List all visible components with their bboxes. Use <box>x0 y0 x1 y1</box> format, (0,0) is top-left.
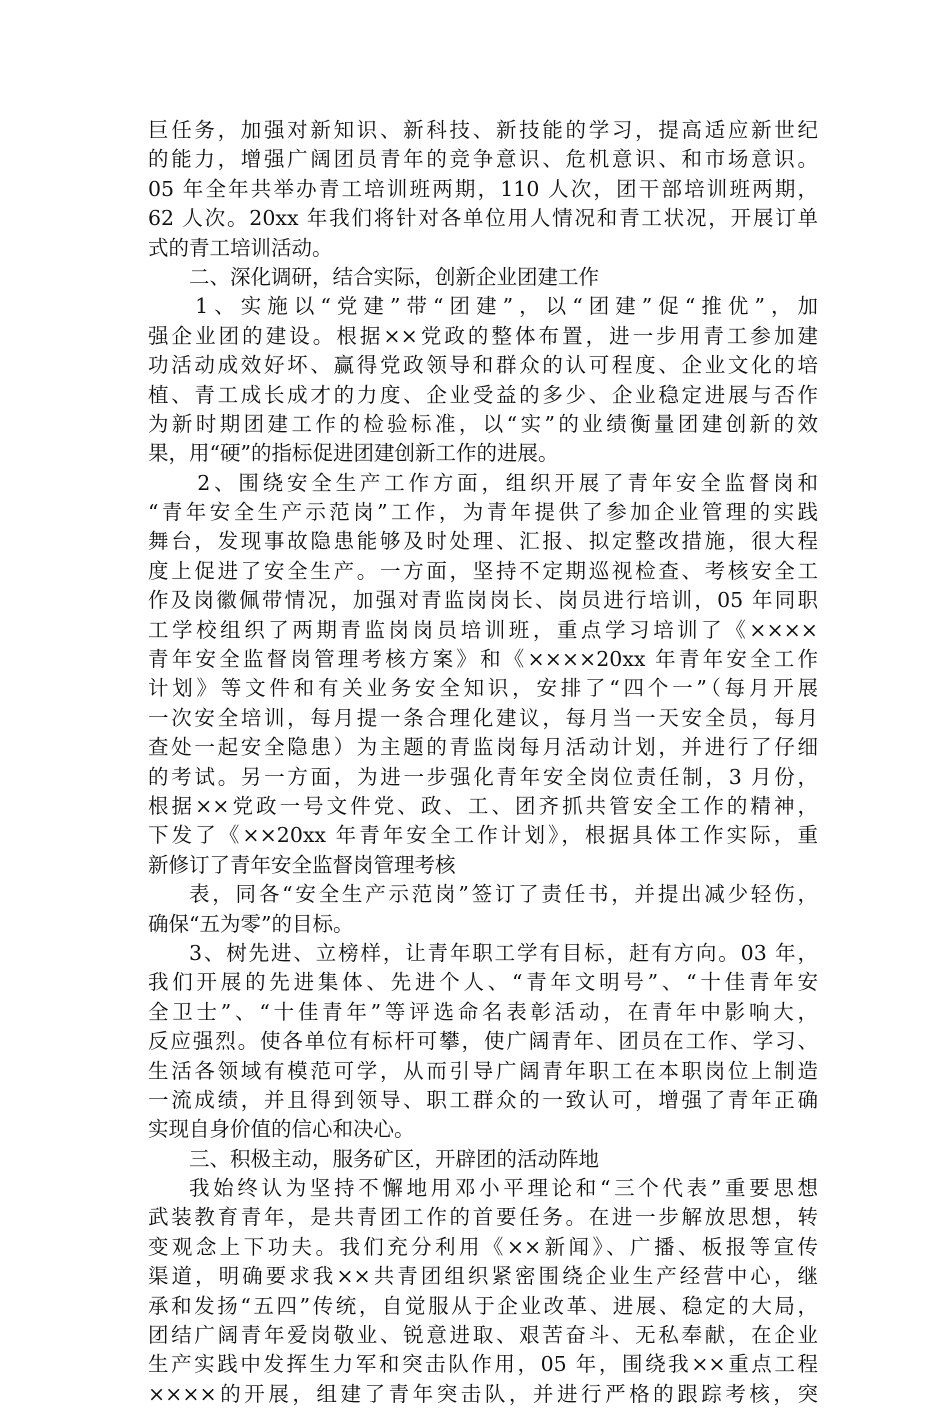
text-line: 计划》等文件和有关业务安全知识，安排了“四个一”（每月开展 <box>148 676 818 701</box>
text-line: 一流成绩，并且得到领导、职工群众的一致认可，增强了青年正确 <box>148 1087 818 1112</box>
text-line: 度上促进了安全生产。一方面，坚持不定期巡视检查、考核安全工 <box>148 558 818 583</box>
text-line: 为新时期团建工作的检验标准，以“实”的业绩衡量团建创新的效 <box>148 411 818 436</box>
text-line: “青年安全生产示范岗”工作，为青年提供了参加企业管理的实践 <box>148 500 818 525</box>
text-line: 武装教育青年，是共青团工作的首要任务。在进一步解放思想，转 <box>148 1205 818 1230</box>
text-line: 的能力，增强广阔团员青年的竞争意识、危机意识、和市场意识。 <box>148 147 818 172</box>
text-line: 查处一起安全隐患）为主题的青监岗每月活动计划，并进行了仔细 <box>148 735 818 760</box>
text-line: 实现自身价值的信心和决心。 <box>148 1117 415 1142</box>
text-line: 的考试。另一方面，为进一步强化青年安全岗位责任制，3 月份， <box>148 764 818 789</box>
text-line: 我始终认为坚持不懈地用邓小平理论和“三个代表”重要思想 <box>189 1176 818 1201</box>
text-line: 我们开展的先进集体、先进个人、“青年文明号”、“十佳青年安 <box>148 970 818 995</box>
text-line: 生活各领域有模范可学，从而引导广阔青年职工在本职岗位上制造 <box>148 1058 818 1083</box>
text-line: 渠道，明确要求我××共青团组织紧密围绕企业生产经营中心，继 <box>148 1264 818 1289</box>
text-line: 下发了《××20xx 年青年安全工作计划》，根据具体工作实际，重 <box>148 823 818 848</box>
body-text <box>148 116 818 1409</box>
text-line: 植、青工成长成才的力度、企业受益的多少、企业稳定进展与否作 <box>148 382 818 407</box>
text-line: 功活动成效好坏、赢得党政领导和群众的认可程度、企业文化的培 <box>148 353 818 378</box>
text-line: 表，同各“安全生产示范岗”签订了责任书，并提出减少轻伤， <box>189 882 818 907</box>
text-line: 1、实施以“党建”带“团建”，以“团建”促“推优”，加 <box>195 294 818 319</box>
text-line: 生产实践中发挥生力军和突击队作用，05 年，围绕我××重点工程 <box>148 1352 818 1377</box>
text-line: 式的青工培训活动。 <box>148 235 333 260</box>
text-line: 承和发扬“五四”传统，自觉服从于企业改革、进展、稳定的大局， <box>148 1293 818 1318</box>
text-line: 根据××党政一号文件党、政、工、团齐抓共管安全工作的精神， <box>148 793 818 818</box>
text-line: 62 人次。20xx 年我们将针对各单位用人情况和青工状况，开展订单 <box>148 206 818 231</box>
text-line: 强企业团的建设。根据××党政的整体布置，进一步用青工参加建 <box>148 323 818 348</box>
text-line: 二、深化调研，结合实际，创新企业团建工作 <box>189 264 599 289</box>
text-line: 舞台，发现事故隐患能够及时处理、汇报、拟定整改措施，很大程 <box>148 529 818 554</box>
text-line: 反应强烈。使各单位有标杆可攀，使广阔青年、团员在工作、学习、 <box>148 1029 818 1054</box>
text-line: 3、树先进、立榜样，让青年职工学有目标，赶有方向。03 年， <box>189 940 818 965</box>
text-line: 三、积极主动，服务矿区，开辟团的活动阵地 <box>189 1146 599 1171</box>
text-line: 果，用“硬”的指标促进团建创新工作的进展。 <box>148 441 559 466</box>
text-line: 青年安全监督岗管理考核方案》和《××××20xx 年青年安全工作 <box>148 647 818 672</box>
text-line: 变观念上下功夫。我们充分利用《××新闻》、广播、板报等宣传 <box>148 1234 818 1259</box>
text-line: 作及岗徽佩带情况，加强对青监岗岗长、岗员进行培训，05 年同职 <box>148 588 818 613</box>
text-line: 05 年全年共举办青工培训班两期，110 人次，团干部培训班两期， <box>148 176 818 201</box>
text-line: 全卫士”、“十佳青年”等评选命名表彰活动，在青年中影响大， <box>148 999 818 1024</box>
text-line: 一次安全培训，每月提一条合理化建议，每月当一天安全员，每月 <box>148 705 818 730</box>
text-line: 新修订了青年安全监督岗管理考核 <box>148 852 456 877</box>
text-line: 确保“五为零”的目标。 <box>148 911 354 936</box>
text-line: 巨任务，加强对新知识、新科技、新技能的学习，提高适应新世纪 <box>148 118 818 142</box>
text-line: ××××的开展，组建了青年突击队，并进行严格的跟踪考核，突 <box>148 1381 818 1406</box>
text-line: 2、围绕安全生产工作方面，组织开展了青年安全监督岗和 <box>197 470 818 495</box>
text-line: 工学校组织了两期青监岗岗员培训班，重点学习培训了《×××× <box>148 617 818 642</box>
text-line: 团结广阔青年爱岗敬业、锐意进取、艰苦奋斗、无私奉献，在企业 <box>148 1323 818 1348</box>
